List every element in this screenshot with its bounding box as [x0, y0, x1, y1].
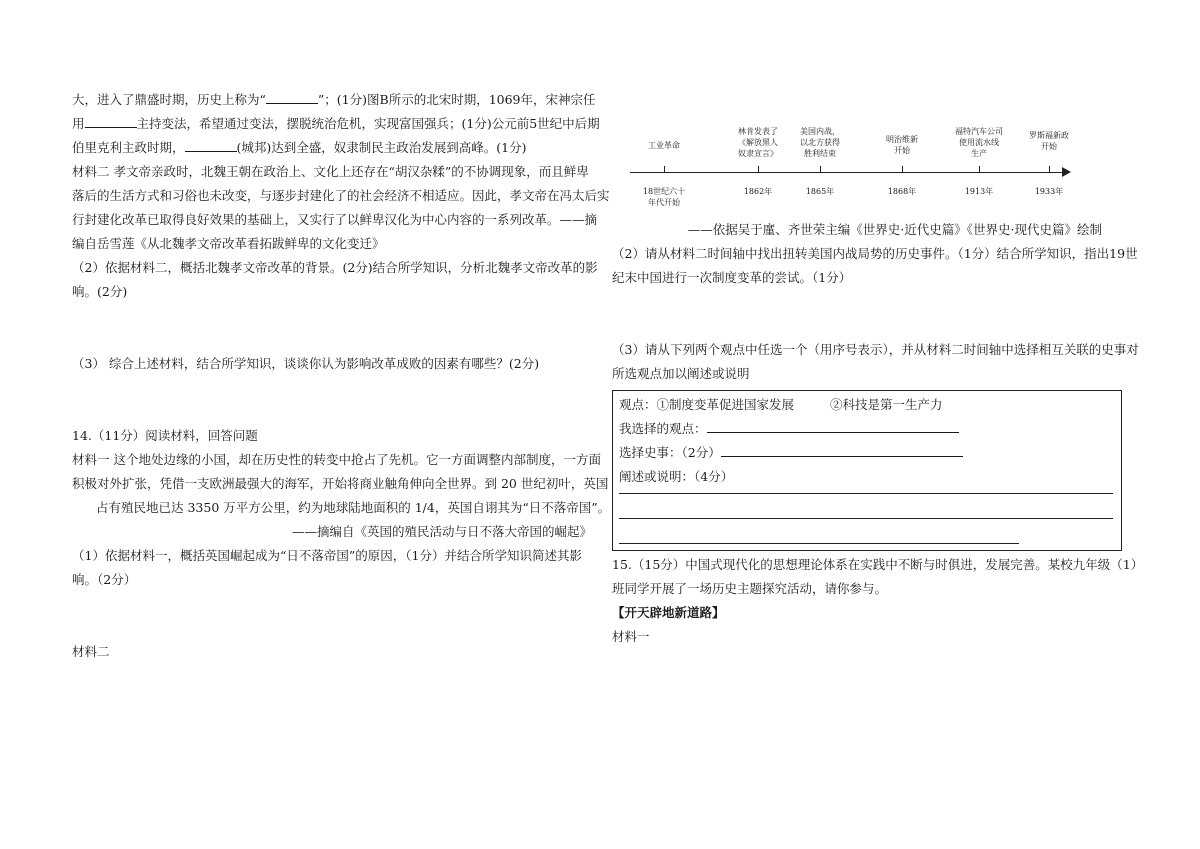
answer-space[interactable]: [72, 304, 592, 352]
timeline-year-label: 1913年: [964, 187, 994, 196]
timeline-year-label: 1865年: [805, 187, 835, 196]
choice-blank[interactable]: [707, 418, 959, 433]
timeline-axis: [630, 172, 1064, 173]
question-14-1: （1）依据材料一，概括英国崛起成为“日不落帝国”的原因，（1分）并结合所学知识简述其影: [72, 548, 582, 563]
view-options: [619, 393, 1115, 417]
question-3: 所选观点加以阐述或说明: [612, 366, 750, 381]
timeline-event-label: 工业革命: [648, 141, 680, 150]
material-one-text: 材料一 这个地处边缘的小国，却在历史性的转变中抢占了先机。它一方面调整内部制度，一方面: [72, 452, 601, 467]
question-2: 响。(2分): [72, 284, 128, 299]
question-14-1: 响。（2分）: [72, 572, 137, 587]
timeline-event-label: 开始: [894, 146, 910, 155]
timeline-year-label: 1868年: [887, 187, 917, 196]
material-one-label: 材料一: [612, 629, 650, 644]
view-option-2[interactable]: ②科技是第一生产力: [830, 397, 943, 412]
timeline-year: [624, 186, 704, 208]
timeline-year: [862, 186, 942, 197]
text-segment: 主持变法，希望通过变法，摆脱统治危机，实现富国强兵；(1分)公元前5世纪中后期: [136, 116, 600, 131]
text-segment: 伯里克利主政时期，: [72, 140, 185, 155]
timeline-event-label: 罗斯福新政: [1029, 131, 1069, 140]
timeline-event-label: 福特汽车公司: [955, 127, 1003, 136]
timeline-event-label: 林肯发表了: [738, 127, 778, 136]
question-3: （3）请从下列两个观点中任选一个（用序号表示），并从材料二时间轴中选择相互关联的史事对: [612, 342, 1139, 357]
right-column: [612, 88, 1144, 649]
question-15: 15.（15分）中国式现代化的思想理论体系在实践中不断与时俱进，发展完善。某校九年级（1）: [612, 557, 1144, 572]
timeline-event: [624, 140, 704, 151]
question-2: 纪末中国进行一次制度变革的尝试。（1分）: [612, 270, 852, 285]
left-column: [72, 88, 611, 664]
timeline-tick: [1049, 166, 1050, 173]
question-3: （3） 综合上述材料，结合所学知识，谈谈你认为影响改革成败的因素有哪些？(2分): [72, 356, 540, 371]
question-14-title: 14.（11分）阅读材料，回答问题: [72, 428, 258, 443]
event-line: [619, 441, 1115, 465]
material-two-text: 材料二 孝文帝亲政时，北魏王朝在政治上、文化上还存在“胡汉杂糅”的不协调现象，而且鲜卑: [72, 164, 589, 179]
timeline-year: [939, 186, 1019, 197]
timeline-tick: [758, 166, 759, 173]
text-line: [72, 88, 596, 112]
section-title: 【开天辟地新道路】: [612, 605, 725, 620]
timeline-tick: [664, 166, 665, 173]
event-label: 选择史事：（2分）: [619, 445, 721, 460]
answer-space[interactable]: [72, 376, 592, 424]
timeline-year-label: 年代开始: [648, 198, 680, 207]
answer-line[interactable]: [619, 493, 1113, 494]
material-two-label: 材料二: [72, 644, 110, 659]
text-line: [72, 136, 592, 160]
timeline-event-label: 胜利结束: [804, 149, 836, 158]
timeline-event: [1009, 130, 1089, 152]
text-segment: 用: [72, 116, 85, 131]
text-segment: 大，进入了鼎盛时期，历史上称为“: [72, 92, 266, 107]
timeline-year: [1009, 186, 1089, 197]
timeline-year-label: 1933年: [1034, 187, 1064, 196]
timeline-year-label: 1862年: [743, 187, 773, 196]
text-segment: (城邦)达到全盛，奴隶制民主政治发展到高峰。(1分): [236, 140, 527, 155]
question-2: （2）请从材料二时间轴中找出扭转美国内战局势的历史事件。（1分）结合所学知识，指出19世: [612, 246, 1138, 261]
view-label: 观点：: [619, 397, 657, 412]
timeline-event: [780, 126, 860, 159]
timeline-arrow-icon: [1062, 167, 1071, 177]
material-two-source: 编自岳雪莲《从北魏孝文帝改革看拓跋鲜卑的文化变迁》: [72, 236, 385, 251]
timeline-event: [939, 126, 1019, 159]
material-one-source: ——摘编自《英国的殖民活动与日不落大帝国的崛起》: [291, 524, 592, 539]
answer-blank[interactable]: [185, 137, 237, 152]
event-blank[interactable]: [721, 442, 963, 457]
timeline-event-label: 生产: [971, 149, 987, 158]
timeline-event-label: 使用流水线: [959, 138, 999, 147]
material-one-text: 积极对外扩张，凭借一支欧洲最强大的海军，开始将商业触角伸向全世界。到 20 世纪初叶，英国: [72, 476, 609, 491]
question-15: 班同学开展了一场历史主题探究活动，请你参与。: [612, 581, 888, 596]
timeline-tick: [902, 166, 903, 173]
timeline-event-label: 开始: [1041, 142, 1057, 151]
text-segment: ”；(1分)图B所示的北宋时期，1069年，宋神宗任: [317, 92, 596, 107]
answer-blank[interactable]: [266, 89, 318, 104]
timeline-event-label: 《解放黑人: [738, 138, 778, 147]
answer-line[interactable]: [619, 518, 1113, 519]
material-two-text: 行封建化改革已取得良好效果的基础上，又实行了以鲜卑汉化为中心内容的一系列改革。——摘: [72, 212, 598, 227]
choice-label: 我选择的观点：: [619, 421, 707, 436]
material-one-text: 占有殖民地已达 3350 万平方公里，约为地球陆地面积的 1/4，英国自诩其为“日不落帝国”。: [96, 500, 611, 515]
timeline-tick: [979, 166, 980, 173]
answer-space[interactable]: [72, 592, 592, 640]
timeline-tick: [820, 166, 821, 173]
explain-label: 阐述或说明：（4分）: [619, 469, 734, 484]
timeline-event-label: 明治维新: [886, 135, 918, 144]
question-2: （2）依据材料二，概括北魏孝文帝改革的背景。(2分)结合所学知识，分析北魏孝文帝改革的影: [72, 260, 598, 275]
timeline-year-label: 18世纪六十: [642, 187, 686, 196]
text-line: [72, 112, 600, 136]
choice-line: [619, 417, 1115, 441]
answer-blank[interactable]: [85, 113, 137, 128]
timeline-event-label: 以北方获得: [800, 138, 840, 147]
timeline-source: ——依据吴于廑、齐世荣主编《世界史·近代史篇》《世界史·现代史篇》绘制: [687, 222, 1102, 237]
timeline-event-label: 奴隶宣言》: [738, 149, 778, 158]
timeline: [612, 88, 1128, 216]
timeline-event: [862, 134, 942, 156]
answer-space[interactable]: [612, 290, 1128, 338]
answer-line[interactable]: [619, 543, 1019, 544]
material-two-text: 落后的生活方式和习俗也未改变，与逐步封建化了的社会经济不相适应。因此，孝文帝在冯太后实: [72, 188, 610, 203]
answer-box: [612, 390, 1122, 551]
timeline-event-label: 美国内战，: [800, 127, 840, 136]
view-option-1[interactable]: ①制度变革促进国家发展: [656, 397, 795, 412]
timeline-year: [780, 186, 860, 197]
